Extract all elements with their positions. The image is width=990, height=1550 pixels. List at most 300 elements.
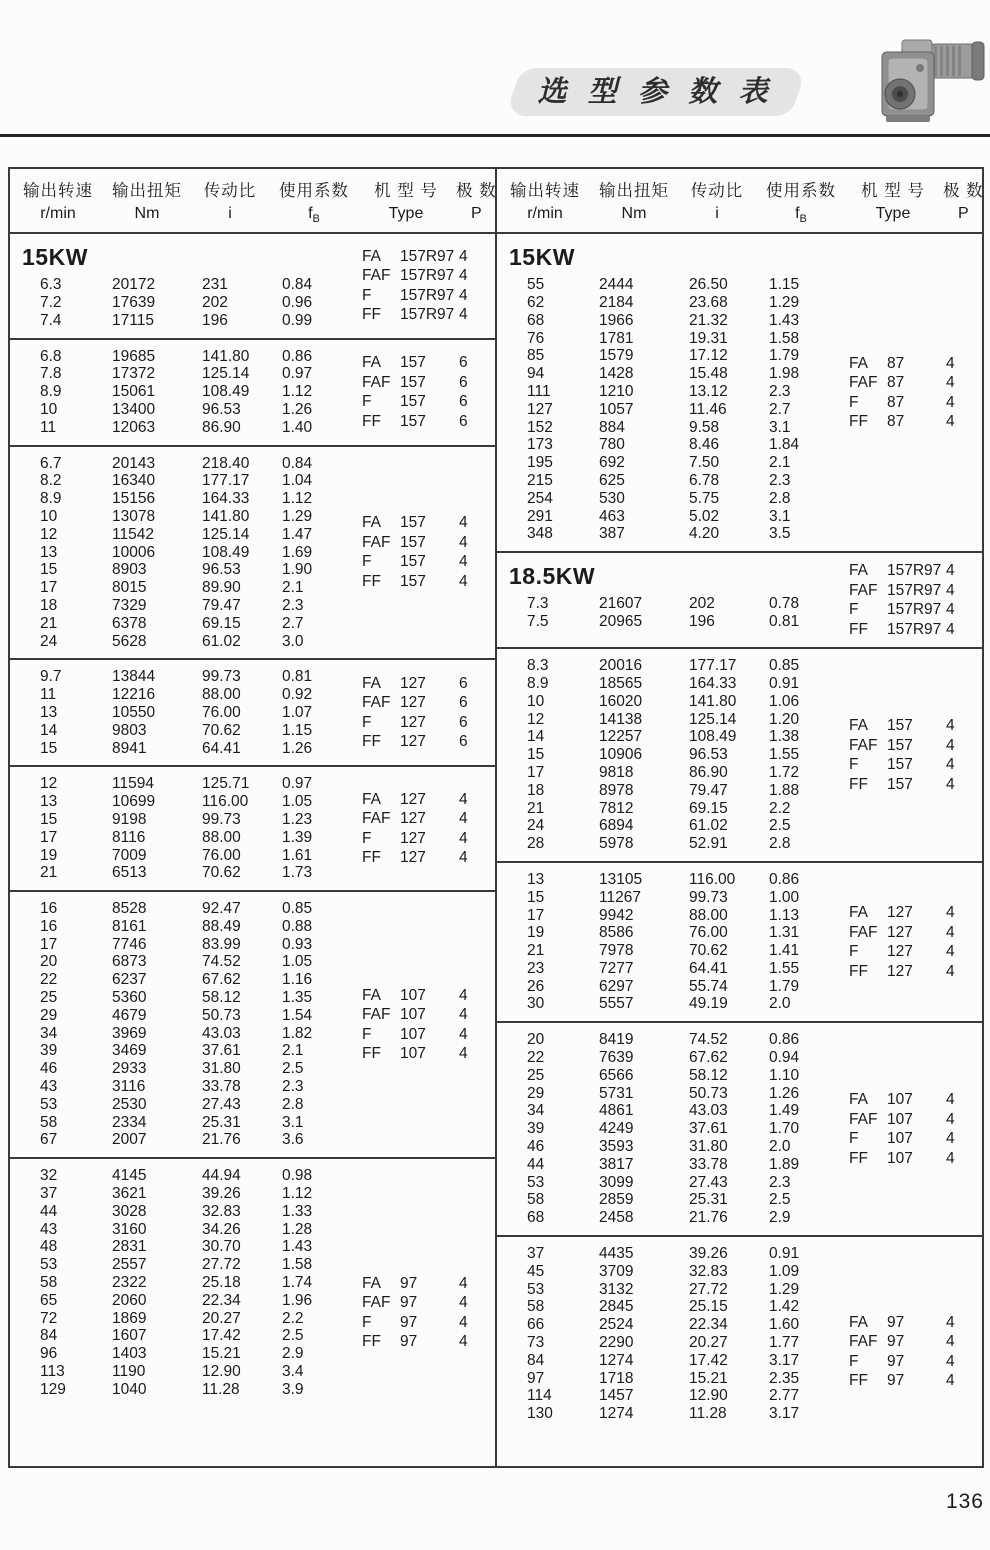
cell-ratio: 58.12 [689,1066,728,1084]
cell-fb: 1.55 [769,746,800,764]
cell-ratio: 88.00 [202,686,241,704]
cell-fb: 2.3 [282,1078,304,1096]
cell-speed: 215 [527,471,553,489]
cell-speed: 84 [40,1327,58,1345]
type-size: 157R97 [887,581,942,599]
cell-speed: 15 [527,888,545,906]
cell-torque: 20016 [599,657,643,675]
type-prefix: FAF [362,267,391,285]
cell-torque: 8941 [112,739,147,757]
column-header-zh: 输出扭矩 [599,182,669,200]
column-header-unit: Type [388,205,424,222]
value-grid [527,871,837,1013]
column-header [106,177,188,225]
type-row [362,1293,485,1313]
column-header-unit: r/min [527,205,563,222]
block-values [497,1031,837,1227]
cell-fb: 3.1 [769,507,791,525]
type-row [849,962,972,982]
cell-fb: 0.84 [282,454,313,472]
cell-fb: 3.17 [769,1351,800,1369]
table-half [495,169,982,1466]
type-prefix: FA [849,354,868,372]
type-list [350,900,495,1149]
cell-fb: 2.8 [769,489,791,507]
type-row [849,942,972,962]
cell-fb: 1.12 [282,383,313,401]
cell-ratio: 116.00 [689,870,736,888]
pole-count: 4 [946,943,955,961]
cell-ratio: 79.47 [689,781,728,799]
cell-speed: 97 [527,1369,545,1387]
cell-ratio: 231 [202,276,228,294]
type-row [362,1005,485,1025]
cell-torque: 1428 [599,365,634,383]
cell-speed: 19 [40,846,58,864]
cell-speed: 6.3 [40,276,62,294]
cell-torque: 4861 [599,1102,634,1120]
cell-ratio: 69.15 [689,799,728,817]
pole-count: 4 [946,1110,955,1128]
cell-fb: 2.35 [769,1369,800,1387]
pole-count: 4 [459,286,468,304]
cell-ratio: 76.00 [202,846,241,864]
cell-torque: 12216 [112,686,156,704]
cell-torque: 6513 [112,864,147,882]
type-size: 127 [400,674,426,692]
cell-torque: 11267 [599,888,641,906]
column-header [356,177,456,225]
cell-ratio: 30.70 [202,1238,241,1256]
cell-speed: 44 [40,1202,58,1220]
column-header [188,177,272,225]
cell-torque: 1190 [112,1363,146,1381]
type-size: 157 [887,775,913,793]
cell-speed: 13 [40,793,58,811]
type-prefix: FF [849,775,868,793]
cell-fb: 2.77 [769,1387,800,1405]
value-grid [40,276,350,329]
cell-speed: 15 [40,561,58,579]
pole-count: 4 [459,1333,468,1351]
cell-ratio: 177.17 [689,657,737,675]
type-prefix: FAF [849,1110,878,1128]
cell-ratio: 89.90 [202,579,241,597]
cell-fb: 2.3 [282,596,304,614]
cell-speed: 65 [40,1291,58,1309]
pole-count: 6 [459,373,468,391]
cell-torque: 15156 [112,490,156,508]
cell-torque: 780 [599,436,625,454]
column-header-zh: 传动比 [690,182,744,200]
cell-torque: 17372 [112,365,156,383]
pole-count: 4 [459,1025,468,1043]
cell-fb: 0.85 [282,900,313,918]
type-prefix: FA [362,790,381,808]
cell-speed: 6.8 [40,347,62,365]
type-row [362,674,485,694]
cell-speed: 67 [40,1131,58,1149]
cell-torque: 5978 [599,835,634,853]
cell-fb: 1.74 [282,1274,313,1292]
pole-count: 4 [459,1006,468,1024]
type-row [362,513,485,533]
cell-torque: 8116 [112,828,146,846]
cell-torque: 10550 [112,703,156,721]
cell-ratio: 86.90 [689,763,728,781]
cell-fb: 1.15 [769,276,800,294]
cell-speed: 21 [527,942,545,960]
cell-speed: 291 [527,507,553,525]
type-list [350,668,495,757]
type-prefix: F [849,756,859,774]
data-block [10,340,495,447]
type-prefix: FF [362,849,381,867]
block-values [10,775,350,882]
cell-speed: 8.9 [527,674,549,692]
type-prefix: FA [849,1313,868,1331]
cell-fb: 1.13 [769,906,800,924]
block-values [10,242,350,329]
cell-fb: 1.12 [282,490,313,508]
type-prefix: FAF [362,810,391,828]
pole-count: 4 [946,562,955,580]
type-size: 107 [887,1130,913,1148]
cell-fb: 1.98 [769,365,800,383]
cell-fb: 1.26 [282,400,313,418]
cell-fb: 2.8 [282,1095,304,1113]
data-block [497,1237,982,1466]
type-row [849,600,972,620]
cell-torque: 2530 [112,1095,147,1113]
type-prefix: FAF [849,923,878,941]
cell-fb: 0.97 [282,775,313,793]
type-prefix: FA [362,986,381,1004]
cell-fb: 2.9 [769,1209,791,1227]
type-size: 87 [887,413,905,431]
pole-count: 6 [459,412,468,430]
data-block [497,553,982,649]
column-header-zh: 机 型 号 [861,182,925,200]
cell-fb: 1.47 [282,525,313,543]
cell-speed: 53 [40,1095,58,1113]
cell-ratio: 52.91 [689,835,728,853]
cell-fb: 1.43 [769,311,800,329]
cell-speed: 7.5 [527,612,549,630]
cell-speed: 173 [527,436,553,454]
type-row [849,1371,972,1391]
cell-fb: 2.5 [282,1327,304,1345]
cell-fb: 0.81 [769,612,800,630]
cell-ratio: 5.75 [689,489,720,507]
type-size: 157R97 [400,247,455,265]
type-size: 127 [887,962,913,980]
cell-speed: 28 [527,835,545,853]
column-header [497,177,593,225]
cell-fb: 1.41 [769,942,800,960]
cell-fb: 1.72 [769,763,800,781]
value-grid [40,900,350,1149]
page-banner [505,68,807,116]
cell-ratio: 26.50 [689,276,728,294]
cell-torque: 3817 [599,1155,634,1173]
cell-speed: 18 [527,781,545,799]
type-size: 157 [400,412,426,430]
cell-speed: 10 [40,400,58,418]
cell-speed: 45 [527,1262,545,1280]
pole-count: 6 [459,694,468,712]
cell-ratio: 125.14 [689,710,737,728]
type-size: 157 [887,717,913,735]
cell-torque: 530 [599,489,625,507]
pole-count: 4 [459,572,468,590]
type-row [362,552,485,572]
type-prefix: F [362,286,372,304]
cell-ratio: 67.62 [202,971,241,989]
cell-fb: 2.7 [282,614,304,632]
cell-fb: 1.43 [282,1238,313,1256]
pole-count: 4 [459,533,468,551]
cell-speed: 46 [527,1138,545,1156]
cell-ratio: 6.78 [689,471,720,489]
cell-speed: 254 [527,489,553,507]
cell-ratio: 25.31 [689,1191,728,1209]
cell-speed: 14 [40,721,58,739]
cell-fb: 1.84 [769,436,800,454]
cell-ratio: 7.50 [689,454,720,472]
cell-fb: 1.55 [769,959,800,977]
cell-fb: 1.49 [769,1102,800,1120]
cell-speed: 34 [40,1024,58,1042]
cell-ratio: 9.58 [689,418,720,436]
cell-ratio: 125.14 [202,525,250,543]
cell-torque: 20143 [112,454,156,472]
cell-torque: 18565 [599,674,643,692]
type-size: 157 [400,354,426,372]
pole-count: 4 [459,267,468,285]
type-prefix: FA [849,904,868,922]
type-prefix: FA [849,1091,868,1109]
cell-speed: 46 [40,1060,58,1078]
cell-speed: 53 [40,1256,58,1274]
cell-fb: 1.15 [282,721,313,739]
column-header-zh: 输出转速 [23,182,93,200]
type-row [362,412,485,432]
cell-fb: 1.58 [282,1256,313,1274]
cell-ratio: 58.12 [202,989,241,1007]
cell-fb: 2.9 [282,1345,304,1363]
type-prefix: F [362,1025,372,1043]
cell-speed: 10 [40,507,58,525]
cell-speed: 7.4 [40,311,62,329]
cell-speed: 25 [40,989,58,1007]
cell-speed: 85 [527,347,545,365]
cell-fb: 0.96 [282,293,313,311]
cell-fb: 0.88 [282,917,313,935]
page-number: 136 [945,1490,984,1513]
type-size: 127 [400,810,426,828]
block-values [497,1245,837,1458]
column-header [456,177,497,225]
cell-fb: 1.42 [769,1298,800,1316]
pole-count: 4 [459,1294,468,1312]
block-values [10,455,350,651]
cell-ratio: 83.99 [202,935,241,953]
cell-torque: 3593 [599,1138,634,1156]
type-prefix: F [362,1313,372,1331]
cell-torque: 1457 [599,1387,634,1405]
type-row [849,775,972,795]
type-size: 97 [400,1313,418,1331]
cell-speed: 32 [40,1167,58,1185]
cell-speed: 14 [527,728,545,746]
pole-count: 4 [946,393,955,411]
cell-ratio: 141.80 [689,692,737,710]
gearmotor-photo [866,36,988,128]
type-size: 127 [400,713,426,731]
cell-ratio: 74.52 [689,1031,728,1049]
cell-fb: 1.69 [282,543,313,561]
pole-count: 4 [946,1333,955,1351]
type-row [849,561,972,581]
cell-fb: 0.92 [282,686,313,704]
cell-ratio: 5.02 [689,507,720,525]
cell-fb: 0.81 [282,668,313,686]
type-row [362,572,485,592]
section-heading: 18.5KW [509,563,596,590]
cell-speed: 16 [40,917,58,935]
type-prefix: FA [362,1274,381,1292]
cell-torque: 3469 [112,1042,147,1060]
cell-ratio: 96.53 [202,561,241,579]
cell-torque: 2060 [112,1291,147,1309]
cell-speed: 44 [527,1155,545,1173]
cell-speed: 129 [40,1380,66,1398]
block-values [497,871,837,1013]
cell-ratio: 39.26 [202,1185,241,1203]
type-prefix: FAF [849,374,878,392]
cell-torque: 3028 [112,1202,147,1220]
cell-fb: 2.7 [769,400,791,418]
cell-torque: 7329 [112,596,147,614]
pole-count: 4 [459,1274,468,1292]
cell-torque: 3969 [112,1024,147,1042]
cell-torque: 6566 [599,1066,634,1084]
type-size: 87 [887,374,905,392]
type-row [362,266,485,286]
type-prefix: FF [362,1333,381,1351]
cell-torque: 5360 [112,989,147,1007]
type-row [362,533,485,553]
column-header [593,177,675,225]
cell-torque: 1869 [112,1309,147,1327]
cell-fb: 2.1 [282,579,304,597]
cell-ratio: 108.49 [202,543,250,561]
type-size: 157 [887,756,913,774]
cell-speed: 11 [40,418,57,436]
cell-torque: 13400 [112,400,156,418]
cell-fb: 1.00 [769,888,800,906]
cell-ratio: 96.53 [689,746,728,764]
cell-ratio: 31.80 [202,1060,241,1078]
cell-torque: 1274 [599,1405,634,1423]
cell-speed: 58 [40,1274,58,1292]
cell-ratio: 21.76 [202,1131,241,1149]
cell-ratio: 125.14 [202,365,250,383]
section-heading: 15KW [22,244,88,271]
type-prefix: FAF [362,1294,391,1312]
cell-ratio: 32.83 [202,1202,241,1220]
cell-speed: 84 [527,1351,545,1369]
cell-ratio: 11.28 [202,1380,240,1398]
cell-speed: 58 [527,1298,545,1316]
cell-torque: 6237 [112,971,147,989]
cell-ratio: 17.42 [202,1327,241,1345]
type-prefix: F [849,943,859,961]
cell-speed: 17 [40,828,58,846]
cell-torque: 1057 [599,400,634,418]
cell-fb: 0.91 [769,1245,800,1263]
table-header [10,169,495,234]
type-size: 157R97 [887,562,942,580]
pole-count: 4 [946,1091,955,1109]
cell-ratio: 74.52 [202,953,241,971]
cell-speed: 62 [527,293,545,311]
cell-fb: 1.35 [282,989,313,1007]
type-list [350,775,495,882]
type-size: 127 [400,829,426,847]
selection-table [8,167,984,1468]
cell-ratio: 25.18 [202,1274,241,1292]
column-header-unit: P [470,205,482,222]
cell-speed: 8.9 [40,383,62,401]
cell-torque: 9818 [599,763,634,781]
cell-ratio: 96.53 [202,400,241,418]
cell-fb: 2.1 [282,1042,304,1060]
cell-ratio: 12.90 [689,1387,728,1405]
cell-speed: 21 [40,864,58,882]
cell-fb: 0.86 [769,870,800,888]
cell-torque: 11542 [112,525,154,543]
cell-fb: 1.82 [282,1024,313,1042]
cell-fb: 0.78 [769,595,800,613]
cell-torque: 12257 [599,728,643,746]
cell-speed: 130 [527,1405,553,1423]
cell-ratio: 34.26 [202,1220,241,1238]
type-row [849,620,972,640]
cell-fb: 2.2 [769,799,791,817]
type-row [362,829,485,849]
type-row [849,1313,972,1333]
cell-fb: 1.60 [769,1316,800,1334]
cell-ratio: 43.03 [202,1024,241,1042]
cell-speed: 8.2 [40,472,62,490]
type-row [362,1332,485,1352]
cell-ratio: 64.41 [202,739,241,757]
pole-count: 4 [946,962,955,980]
column-header-zh: 极 数 [456,182,497,200]
data-block [10,767,495,892]
cell-torque: 2845 [599,1298,634,1316]
column-header-zh: 输出扭矩 [112,182,182,200]
cell-fb: 1.70 [769,1120,800,1138]
cell-fb: 2.3 [769,1173,791,1191]
cell-torque: 3099 [599,1173,634,1191]
cell-speed: 76 [527,329,545,347]
cell-fb: 2.1 [769,454,791,472]
cell-torque: 2322 [112,1274,147,1292]
cell-ratio: 44.94 [202,1167,241,1185]
